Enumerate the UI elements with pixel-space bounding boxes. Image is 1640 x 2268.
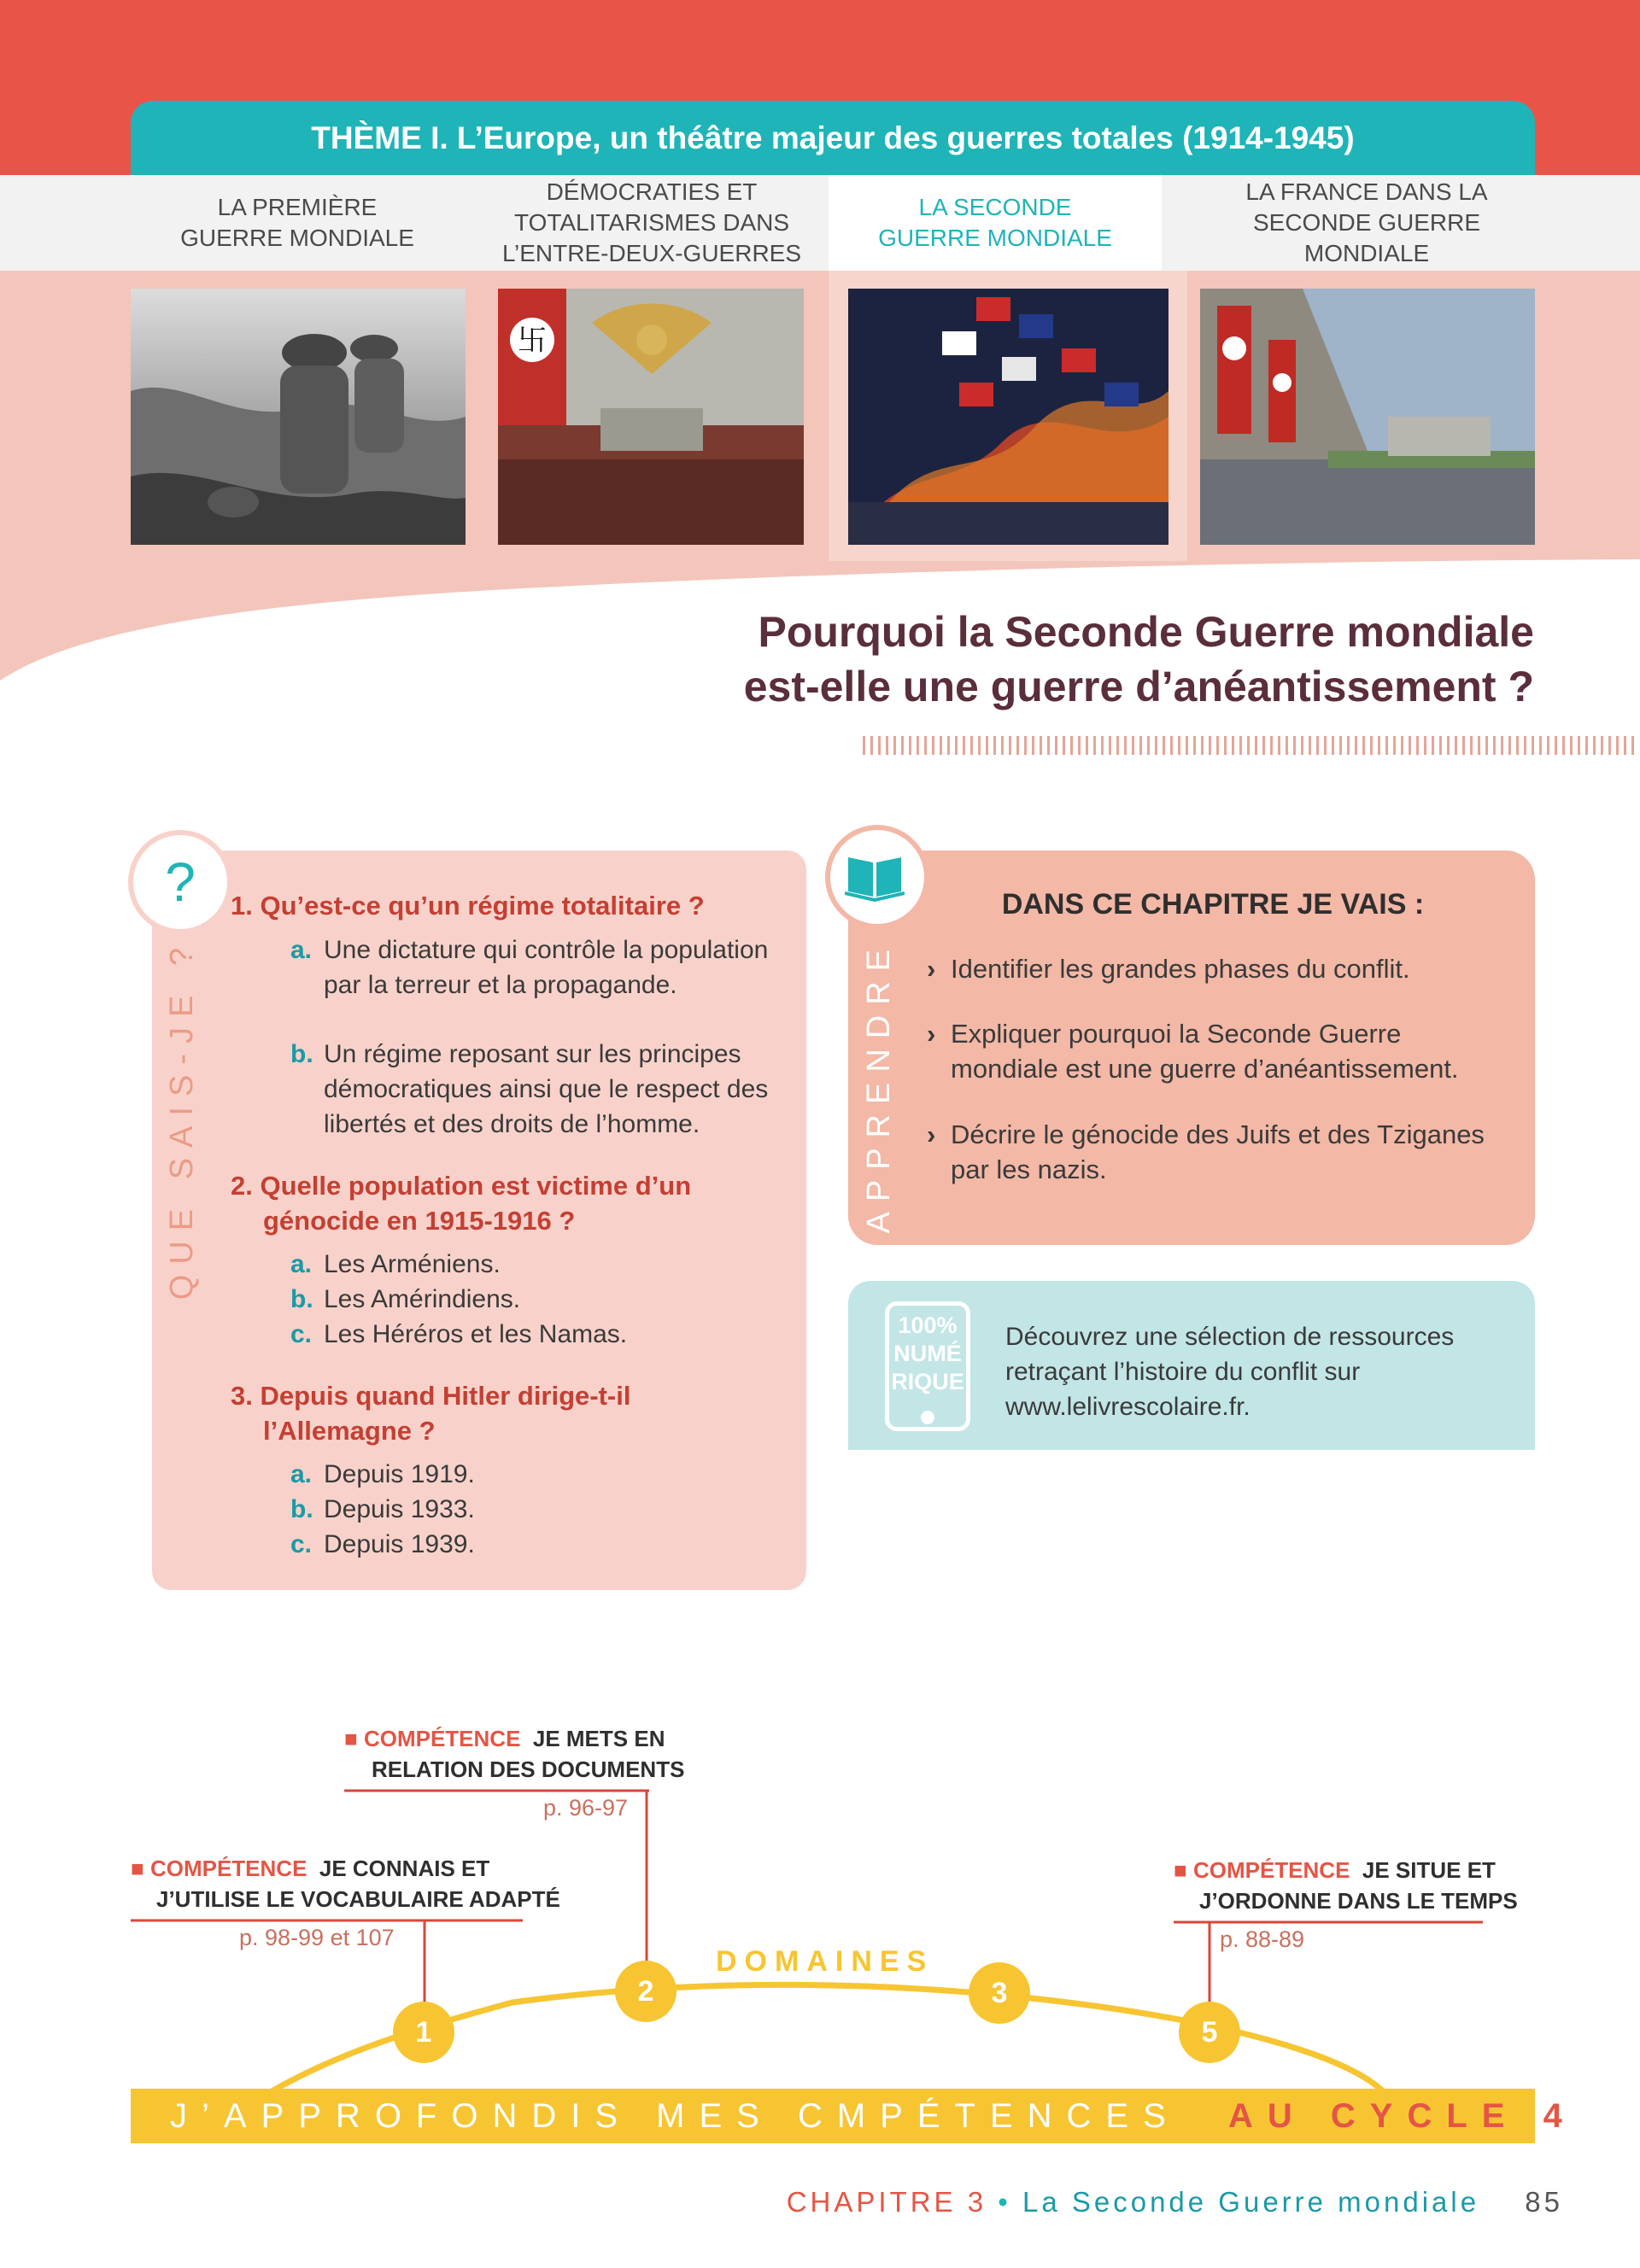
numerique-line1: Découvrez une sélection de ressources [1005,1323,1455,1351]
chevron-right-icon: › [927,954,936,984]
banner-highlight: AU CYCLE 4 [1228,2096,1577,2135]
competence-line1: JE SITUE ET [1362,1857,1496,1883]
objective-2 [927,1016,1508,1086]
square-icon: ■ [1174,1857,1187,1883]
answer-text: Les Amérindiens. [324,1285,521,1313]
answer-text: Depuis 1939. [324,1530,475,1558]
numerique-line2: retraçant l’histoire du conflit sur [1005,1358,1361,1386]
competence-pages: p. 96-97 [543,1795,629,1821]
theme-title: THÈME I. L’Europe, un théâtre majeur des guerres totales (1914-1945) [131,101,1535,176]
question-3 [231,1378,630,1448]
competence-pages: p. 98-99 et 107 [239,1925,395,1950]
tab-entre-deux-guerres[interactable]: DÉMOCRATIES ET TOTALITARISMES DANS L’ENTRE-DEUX-GUERRES [501,178,802,266]
answer-text: Depuis 1919. [324,1460,475,1488]
answer-3b[interactable] [290,1492,475,1527]
answer-letter: a. [290,1460,313,1488]
competence-keyword: COMPÉTENCE [363,1726,521,1751]
numerique-badge [885,1312,970,1396]
banner-part2: MPÉTENCES [836,2096,1180,2135]
objective-1 [927,951,1508,986]
answer-2c[interactable] [290,1317,628,1352]
banner-part1: J’APPROFONDIS MES C [170,2096,837,2135]
answer-2b[interactable] [290,1282,521,1317]
chevron-right-icon: › [927,1119,936,1149]
phone-button-icon [921,1411,934,1424]
domain-dot-5: 5 [1179,2002,1240,2063]
tab-seconde-guerre[interactable]: LA SECONDE GUERRE MONDIALE [829,175,1162,271]
competence-situer-temps [1174,1855,1518,1916]
competence-vocabulaire [131,1853,560,1914]
tab-premiere-guerre[interactable]: LA PREMIÈRE GUERRE MONDIALE [180,194,414,251]
domain-dot-3: 3 [969,1962,1030,2024]
book-icon [845,850,905,902]
answer-text: Les Arméniens. [324,1250,501,1278]
answer-letter: b. [290,1285,313,1313]
question-2-line1: 2. Quelle population est victime d’un [231,1171,692,1201]
page-footer [787,2186,1563,2218]
answer-letter: c. [290,1530,313,1558]
domain-dot-1: 1 [393,2002,454,2063]
chapter-question-line1: Pourquoi la Seconde Guerre mondiale [758,608,1534,656]
photo-nazi-rally [498,289,804,545]
square-icon: ■ [344,1726,358,1751]
question-2-line2: génocide en 1915-1916 ? [263,1206,576,1236]
square-icon: ■ [131,1856,144,1881]
question-1: 1. Qu’est-ce qu’un régime totalitaire ? [231,891,705,921]
answer-text: Les Héréros et les Namas. [324,1320,628,1348]
chapter-question [594,605,1534,714]
answer-text: Une dictature qui contrôle la population par la terreur et la propagande. [324,936,769,999]
question-2 [231,1168,691,1238]
answer-letter: c. [290,1320,313,1348]
tab-france-seconde-guerre[interactable]: LA FRANCE DANS LA SECONDE GUERRE MONDIALE [1245,178,1488,266]
badge-line: NUMÉ [893,1341,962,1366]
chapter-question-line2: est-elle une guerre d’anéantissement ? [743,663,1534,710]
footer-bullet: • [998,2186,1011,2218]
objective-text: Expliquer pourquoi la Seconde Guerre mondiale est une guerre d’anéantissement. [951,1019,1459,1084]
apprendre-heading: DANS CE CHAPITRE JE VAIS : [1001,888,1425,921]
objective-3 [927,1117,1508,1187]
answer-letter: b. [290,1495,313,1523]
competence-line2: J’UTILISE LE VOCABULAIRE ADAPTÉ [156,1886,560,1912]
badge-line: RIQUE [891,1369,964,1394]
cycle-banner [131,2089,1577,2143]
answer-letter: a. [290,936,313,964]
competence-keyword: COMPÉTENCE [149,1856,308,1881]
competence-line1: JE CONNAIS ET [319,1856,490,1881]
photo-paris-occupation [1200,289,1535,545]
domain-dot-2: 2 [615,1961,676,2022]
answer-3a[interactable] [290,1457,475,1492]
answer-1b[interactable] [290,1037,769,1138]
question-mark-icon: ? [165,851,196,913]
answer-letter: b. [290,1040,313,1068]
badge-line: 100% [898,1312,958,1338]
page-number: 85 [1525,2186,1563,2218]
competence-line2: J’ORDONNE DANS LE TEMPS [1199,1888,1518,1914]
answer-1a[interactable] [290,932,769,999]
photo-war-poster [848,289,1168,545]
competence-line1: JE METS EN [532,1726,665,1751]
domaines-label: DOMAINES [716,1945,934,1978]
competence-line2: RELATION DES DOCUMENTS [372,1757,685,1782]
answer-3c[interactable] [290,1527,475,1562]
answer-2a[interactable] [290,1247,501,1282]
question-3-line2: l’Allemagne ? [263,1416,436,1446]
answer-text: Depuis 1933. [324,1495,475,1523]
competence-pages: p. 88-89 [1220,1926,1305,1952]
objective-text: Décrire le génocide des Juifs et des Tziganes par les nazis. [951,1119,1485,1184]
apprendre-label: APPRENDRE [861,939,897,1234]
photo-trench-soldiers [131,289,466,545]
svg-text:卐: 卐 [518,324,547,358]
answer-text: Un régime reposant sur les principes démocratiques ainsi que le respect des libertés et des droits de l’homme. [324,1040,769,1138]
chevron-right-icon: › [927,1019,936,1049]
answer-letter: a. [290,1250,313,1278]
numerique-text [1005,1319,1518,1424]
competence-relation-documents [344,1723,684,1785]
footer-chapter: CHAPITRE 3 [786,2186,987,2218]
dashed-divider [863,736,1638,755]
numerique-link[interactable]: www.lelivrescolaire.fr. [1005,1393,1250,1421]
que-sais-je-label: QUE SAIS-JE ? [164,938,200,1301]
footer-title: La Seconde Guerre mondiale [1022,2186,1480,2218]
question-3-line1: 3. Depuis quand Hitler dirige-t-il [231,1381,631,1411]
competence-keyword: COMPÉTENCE [1192,1857,1350,1883]
objective-text: Identifier les grandes phases du conflit. [951,954,1410,984]
